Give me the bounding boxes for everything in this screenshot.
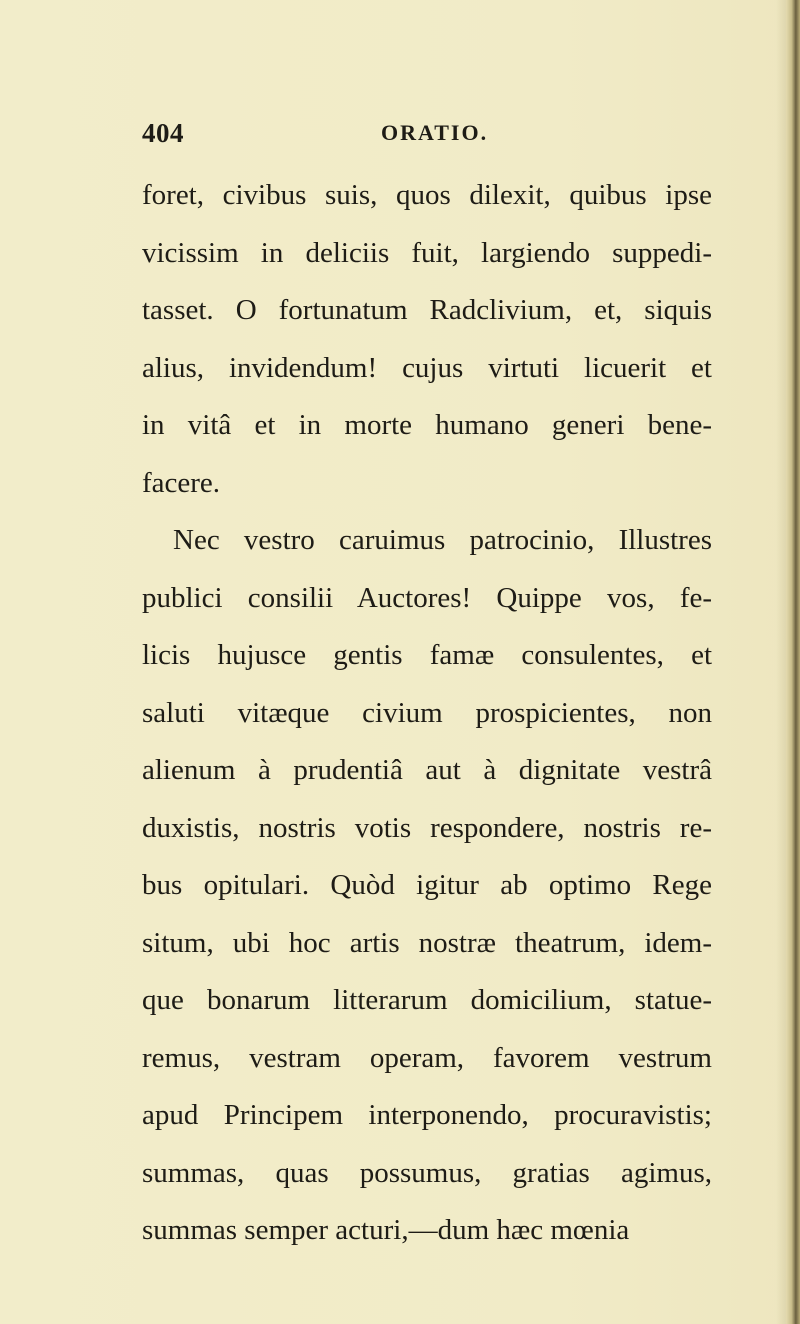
running-head bbox=[142, 118, 706, 152]
text-line: saluti vitæque civium prospicientes, non bbox=[142, 696, 712, 729]
text-line: que bonarum litterarum domicilium, statue- bbox=[142, 984, 712, 1016]
paragraph-start-line: Nec vestro caruimus patrocinio, Illustres bbox=[173, 524, 712, 556]
text-line: situm, ubi hoc artis nostræ theatrum, idem- bbox=[142, 926, 712, 959]
text-line: remus, vestram operam, favorem vestrum bbox=[142, 1041, 712, 1074]
running-title: ORATIO. bbox=[381, 120, 489, 145]
text-line: publici consilii Auctores! Quippe vos, fe- bbox=[142, 581, 712, 614]
text-line: summas semper acturi,—dum hæc mœnia bbox=[142, 1214, 630, 1246]
text-line: vicissim in deliciis fuit, largiendo suppedi- bbox=[142, 236, 712, 269]
page-edge-shadow bbox=[776, 0, 786, 1324]
text-line: alienum à prudentiâ aut à dignitate vestrâ bbox=[142, 754, 712, 786]
text-line: duxistis, nostris votis respondere, nostris re- bbox=[142, 811, 712, 844]
text-line: alius, invidendum! cujus virtuti licuerit et bbox=[142, 351, 712, 384]
page-edge bbox=[786, 0, 800, 1324]
text-line: apud Principem interponendo, procuravistis; bbox=[142, 1099, 712, 1131]
body-text bbox=[142, 167, 712, 1260]
text-line: summas, quas possumus, gratias agimus, bbox=[142, 1156, 712, 1189]
paragraph-end-line: facere. bbox=[142, 466, 221, 499]
text-line: tasset. O fortunatum Radclivium, et, siquis bbox=[142, 294, 712, 326]
page-number: 404 bbox=[142, 118, 184, 148]
text-line: licis hujusce gentis famæ consulentes, et bbox=[142, 639, 712, 671]
text-line: foret, civibus suis, quos dilexit, quibus ipse bbox=[142, 179, 712, 211]
text-line: in vitâ et in morte humano generi bene- bbox=[142, 409, 712, 441]
text-line: bus opitulari. Quòd igitur ab optimo Rege bbox=[142, 869, 712, 901]
